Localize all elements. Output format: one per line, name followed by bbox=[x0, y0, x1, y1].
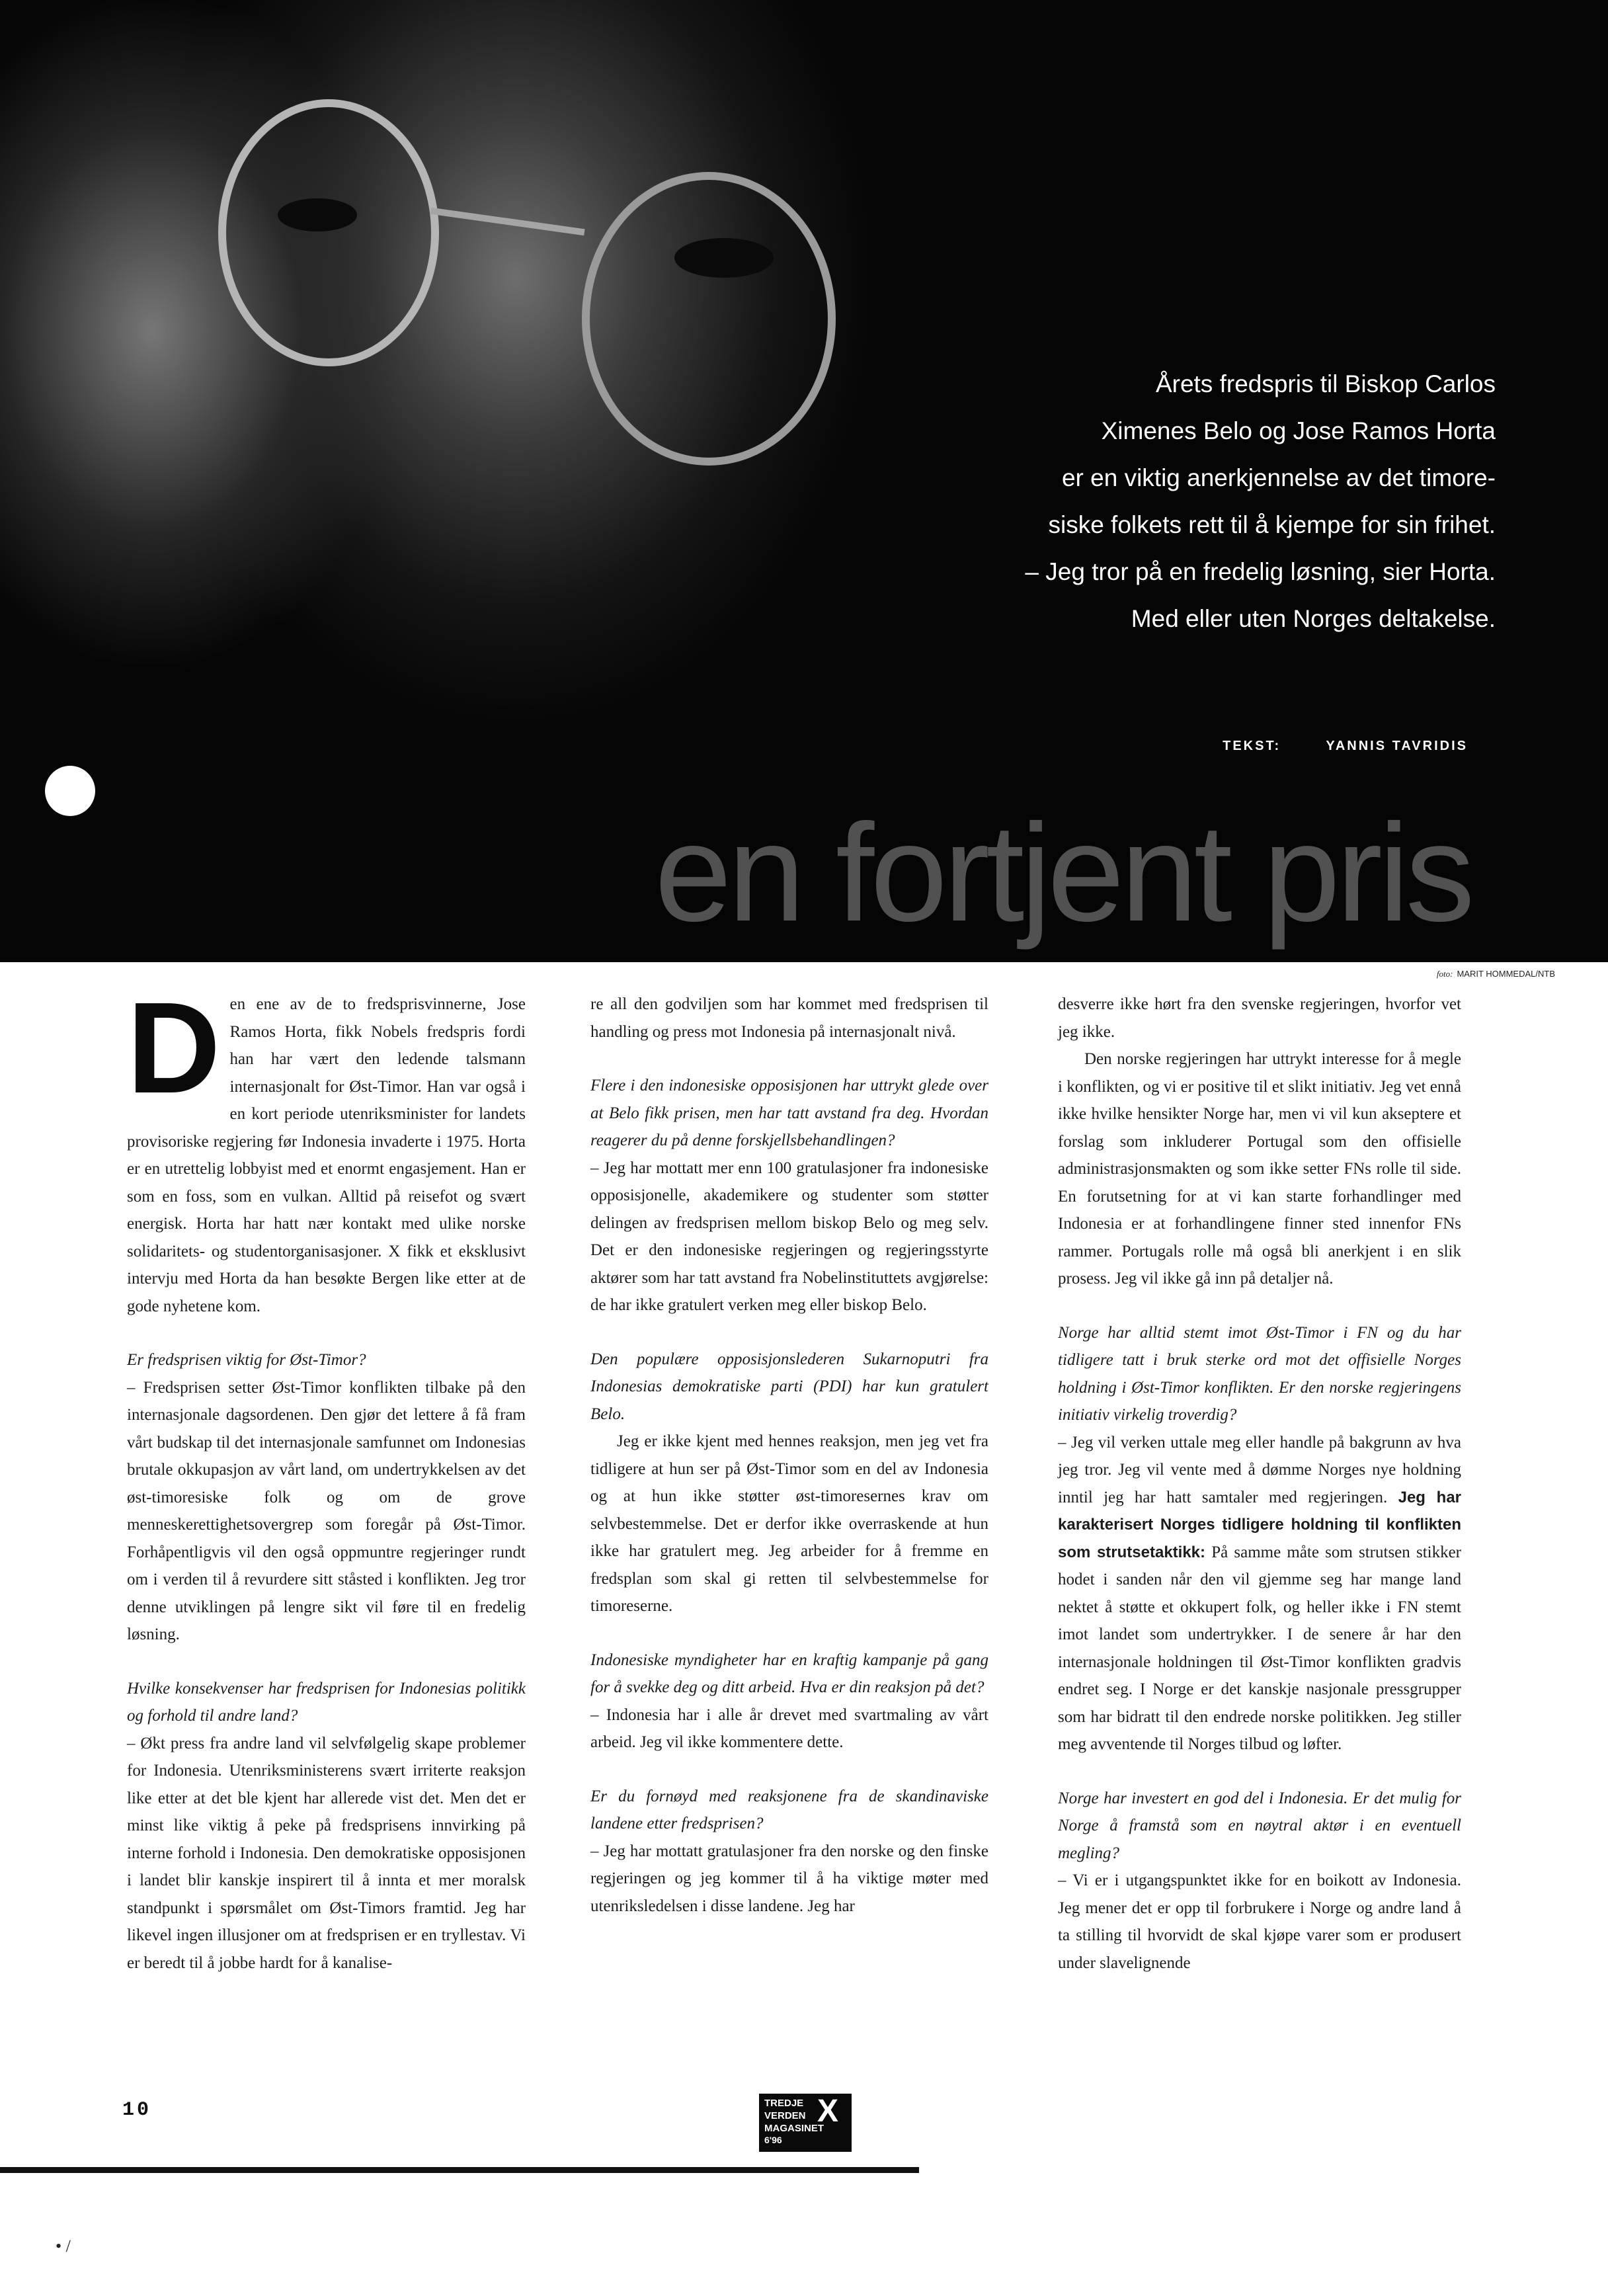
answer-bold-text: Jeg har karakterisert Norges tidligere holdning til konflikten som strutsetaktikk: bbox=[1058, 1488, 1462, 1561]
hero-photo bbox=[0, 0, 1608, 962]
continued-text: re all den godviljen som har kommet med fredsprisen til handling og press mot Indonesia på internasjonalt nivå. bbox=[590, 995, 988, 1041]
byline bbox=[1223, 739, 1468, 754]
continued-text: desverre ikke hørt fra den svenske regjeringen, hvorfor vet jeg ikke. bbox=[1058, 995, 1461, 1041]
question: Indonesiske myndigheter har en kraftig kampanje på gang for å svekke deg og ditt arbeid. Hva er din reaksjon på det? bbox=[590, 1651, 988, 1696]
answer: – Indonesia har i alle år drevet med svartmaling av vårt arbeid. Jeg vil ikke kommentere dette. bbox=[590, 1705, 988, 1751]
scan-mark: • / bbox=[56, 2236, 71, 2256]
footer-rule bbox=[0, 2167, 919, 2173]
question: Hvilke konsekvenser har fredsprisen for Indonesias politikk og forhold til andre land? bbox=[127, 1679, 526, 1725]
paragraph: Den norske regjeringen har uttrykt interesse for å megle i konflikten, og vi er positive til et slikt initiativ. Jeg vet ennå ikke hvilke hensikter Norge har, men vi vil kun akseptere et forslag som inkluderer Portugal som den offisielle administrasjonsmakten og som ikke setter FNs rolle til side. En forutsetning for at vi kan starte forhandlinger med Indonesia er at forhandlingene finner sted innenfor FNs rammer. Portugals rolle må også bli anerkjent i en slik prosess. Jeg vil ikke gå inn på detaljer nå. bbox=[1058, 1050, 1461, 1288]
article-column-1 bbox=[127, 975, 526, 1977]
photo-credit-name: MARIT HOMMEDAL/NTB bbox=[1457, 969, 1555, 979]
answer: – Jeg har mottatt gratulasjoner fra den norske og den finske regjeringen og jeg kommer til å ha viktige møter med utenriksledelsen i disse landene. Jeg har bbox=[590, 1842, 988, 1915]
question: Flere i den indonesiske opposisjonen har uttrykt glede over at Belo fikk prisen, men har tatt avstand fra deg. Hvordan reagerer du på denne forskjellsbehandlingen? bbox=[590, 1077, 988, 1149]
intro-paragraph bbox=[127, 975, 526, 1320]
article-title: en fortjent pris bbox=[655, 795, 1471, 950]
glasses-right-lens bbox=[582, 172, 836, 466]
answer: – Fredsprisen setter Øst-Timor konflikten tilbake på den internasjonale dagsordenen. Den gjør det lettere å få fram vårt budskap til det internasjonale samfunnet om Indonesias brutale okkupasjon av vårt land, om undertrykkelsen av det øst-timoresiske folk og om de grove menneskerettighetsovergrep som foregår på Øst-Timor. Forhåpentligvis vil den også oppmuntre regjeringer rundt om i verden til å revurdere sitt ståsted i konflikten. Jeg tror denne utviklingen på lengre sikt vil føre til en fredelig løsning. bbox=[127, 1378, 526, 1643]
standfirst-line: Med eller uten Norges deltakelse. bbox=[1131, 605, 1496, 632]
page-number: 10 bbox=[122, 2099, 152, 2121]
logo-issue: 6'96 bbox=[764, 2135, 782, 2145]
answer: – Økt press fra andre land vil selvfølgelig skape problemer for Indonesia. Utenriksministerens svært irriterte reaksjon like etter at det ble kjent har allerede vist det. Men det er minst like viktig å peke på fredsprisens innvirking på interne forhold i Indonesia. Den demokratiske opposisjonen i landet blir kanskje inspirert til å innta et mer moralsk standpunkt i spørsmålet om Øst-Timors framtid. Jeg har likevel ingen illusjoner om at fredsprisen er en tryllestav. Vi er beredt til å jobbe hardt for å kanalise- bbox=[127, 1734, 526, 1972]
answer bbox=[1058, 1429, 1461, 1758]
intro-text: en ene av de to fredsprisvinnerne, Jose Ramos Horta, fikk Nobels fredspris fordi han har vært den ledende talsmann internasjonalt for Øst-Timor. Han var også i en kort periode utenriksminister for landets provisoriske regjering før Indonesia invaderte i 1975. Horta er en utrettelig lobbyist med et enormt engasjement. Han er som en foss, som en vulkan. Alltid på reisefot og svært energisk. Horta har hatt nær kontakt med ulike norske solidaritets- og studentorganisasjoner. X fikk et eksklusivt intervju med Horta da han besøkte Bergen like etter at de gode nyhetene kom. bbox=[127, 995, 526, 1315]
question: Norge har investert en god del i Indonesia. Er det mulig for Norge å framstå som en nøytral aktør i en eventuell megling? bbox=[1058, 1789, 1461, 1862]
eye-right bbox=[674, 238, 774, 278]
question: Den populære opposisjonslederen Sukarnoputri fra Indonesias demokratiske parti (PDI) har kun gratulert Belo. bbox=[590, 1350, 988, 1423]
answer: Jeg er ikke kjent med hennes reaksjon, men jeg vet fra tidligere at hun ser på Øst-Timor som en del av Indonesia og at hun ikke støtter øst-timoresernes krav om selvbestemmelse. Det er derfor ikke overraskende at hun ikke har gratulert meg. Jeg arbeider for å fremme en fredsplan som skal gi retten til selvbestemmelse for timoreserne. bbox=[590, 1432, 988, 1615]
article-column-3 bbox=[1058, 991, 1461, 1977]
answer: – Jeg har mottatt mer enn 100 gratulasjoner fra indonesiske opposisjonelle, akademikere og studenter som støtter delingen av fredsprisen mellom biskop Belo og meg selv. Det er den indonesiske regjeringen og regjeringsstyrte aktører som har tatt avstand fra Nobelinstituttets avgjørelse: de har ikke gratulert verken meg eller biskop Belo. bbox=[590, 1159, 988, 1314]
question: Er fredsprisen viktig for Øst-Timor? bbox=[127, 1351, 366, 1369]
decorative-dot bbox=[45, 766, 95, 816]
question: Norge har alltid stemt imot Øst-Timor i FN og du har tidligere tatt i bruk sterke ord mot det offisielle Norges holdning i Øst-Timor konflikten. Er den norske regjeringens initiativ virkelig troverdig? bbox=[1058, 1323, 1461, 1424]
drop-cap: D bbox=[127, 975, 221, 1120]
standfirst-line: Ximenes Belo og Jose Ramos Horta bbox=[1101, 417, 1496, 444]
glasses-left-lens bbox=[218, 99, 439, 366]
answer-text: På samme måte som strutsen stikker hodet i sanden når den vil gjemme seg har mange land nektet å støtte et okkupert folk, og heller ikke i FN stemt imot landet som undertrykker. I de senere år har den internasjonale holdningen til Øst-Timor konflikten gradvis endret seg. I Norge er det kanskje nasjonale pressgrupper som har bidratt til den endrede norske politikken. Jeg stiller meg avventende til Norges tilbud og løfter. bbox=[1058, 1543, 1462, 1753]
standfirst bbox=[801, 360, 1496, 642]
question: Er du fornøyd med reaksjonene fra de skandinaviske landene etter fredsprisen? bbox=[590, 1787, 988, 1832]
logo-line: TREDJE bbox=[764, 2098, 804, 2109]
byline-author: YANNIS TAVRIDIS bbox=[1326, 739, 1468, 753]
logo-x: X bbox=[817, 2094, 839, 2129]
logo-text bbox=[764, 2097, 824, 2135]
logo-line: VERDEN bbox=[764, 2110, 806, 2121]
magazine-logo bbox=[759, 2094, 852, 2152]
byline-label: TEKST: bbox=[1223, 739, 1281, 753]
standfirst-line: siske folkets rett til å kjempe for sin frihet. bbox=[1048, 511, 1496, 538]
standfirst-line: er en viktig anerkjennelse av det timore- bbox=[1061, 464, 1496, 491]
answer: – Vi er i utgangspunktet ikke for en boikott av Indonesia. Jeg mener det er opp til forbrukere i Norge og andre land å ta stilling til hvorvidt de skal kjøpe varer som er produsert under slavelignende bbox=[1058, 1871, 1461, 1972]
article-column-2 bbox=[590, 991, 988, 1920]
logo-line: MAGASINET bbox=[764, 2123, 824, 2134]
photo-credit bbox=[1437, 969, 1555, 979]
eye-left bbox=[278, 198, 357, 231]
standfirst-line: – Jeg tror på en fredelig løsning, sier Horta. bbox=[1025, 558, 1496, 585]
answer-text: – Jeg vil verken uttale meg eller handle på bakgrunn av hva jeg tror. Jeg vil vente med å dømme Norges nye holdning inntil jeg har hatt samtaler med regjeringen. bbox=[1058, 1433, 1461, 1506]
photo-credit-label: foto: bbox=[1436, 969, 1453, 979]
standfirst-line: Årets fredspris til Biskop Carlos bbox=[1155, 370, 1496, 397]
